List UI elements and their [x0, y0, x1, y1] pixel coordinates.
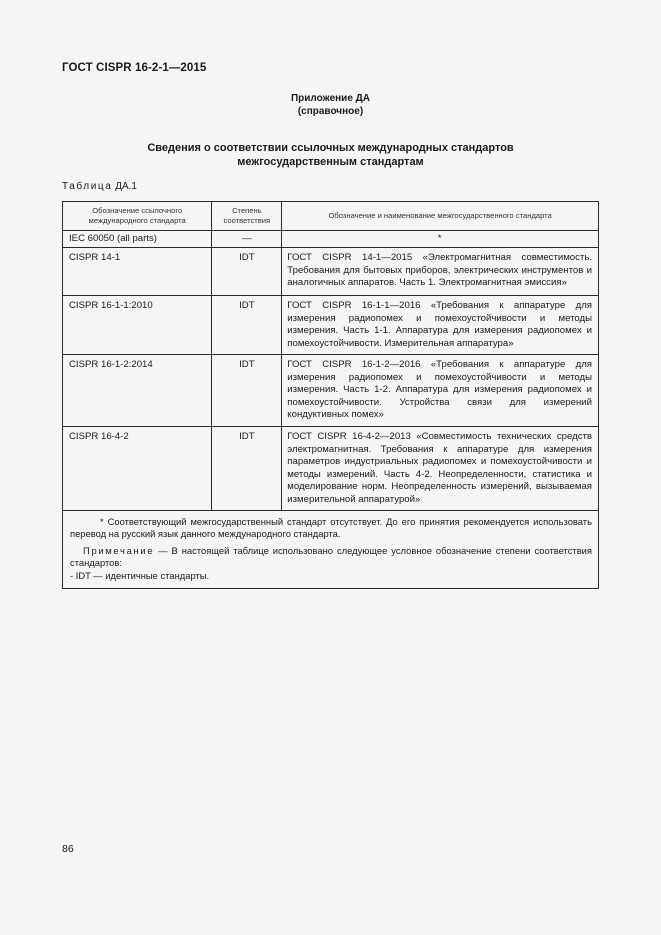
table-label-number: ДА.1 — [115, 181, 137, 192]
table-row — [63, 248, 599, 296]
table-notes — [63, 510, 599, 588]
cell-reference: CISPR 16-4-2 — [63, 427, 212, 511]
cell-description: ГОСТ CISPR 16-1-1—2016 «Требования к аппаратуре для измерения радиопомех и помехоустойчивости и методы измерения. Часть 1-1. Аппаратура для измерения радиопомех и помехоустойчивости. Измерительная аппаратура» — [282, 296, 599, 355]
cell-degree: IDT — [212, 355, 282, 427]
page-number: 86 — [62, 843, 74, 855]
cell-reference: IEC 60050 (all parts) — [63, 231, 212, 248]
table-label — [62, 181, 137, 192]
table-header-row — [63, 202, 599, 231]
section-title-line-2: межгосударственным стандартам — [237, 156, 424, 168]
table-label-prefix: Таблица — [62, 181, 113, 192]
cell-reference: CISPR 14-1 — [63, 248, 212, 296]
cell-degree: — — [212, 231, 282, 248]
cell-degree: IDT — [212, 248, 282, 296]
cell-degree: IDT — [212, 296, 282, 355]
table-row — [63, 296, 599, 355]
header-degree: Степень соответствия — [212, 202, 282, 231]
cell-description: ГОСТ CISPR 16-4-2—2013 «Совместимость технических средств электромагнитная. Требования к аппаратуре для измерения параметров индустриальных радиопомех и помехоустойчивости и методы измерений. Часть 4-2. Неопределенности, статистика и моделирование норм. Неопределенность измерений, вызываемая измерительной аппаратурой» — [282, 427, 599, 511]
note-text: — В настоящей таблице использовано следующее условное обозначение степени соответствия стандартов: — [70, 545, 592, 569]
table-row — [63, 427, 599, 511]
cell-description: ГОСТ CISPR 14-1—2015 «Электромагнитная совместимость. Требования для бытовых приборов, электрических инструментов и аналогичных аппаратов. Часть 1. Электромагнитная эмиссия» — [282, 248, 599, 296]
table-notes-row — [63, 510, 599, 588]
cell-degree: IDT — [212, 427, 282, 511]
section-title — [80, 141, 581, 169]
cell-reference: CISPR 16-1-1:2010 — [63, 296, 212, 355]
correspondence-table — [62, 201, 599, 589]
header-interstate-standard: Обозначение и наименование межгосударственного стандарта — [282, 202, 599, 231]
cell-description: ГОСТ CISPR 16-1-2—2016 «Требования к аппаратуре для измерения радиопомех и помехоустойчивости и методы измерения. Часть 1-2. Аппаратура для измерения радиопомех и помехоустойчивости. Устройства связи для измерений кондуктивных помех» — [282, 355, 599, 427]
note-label: Примечание — [83, 545, 155, 557]
footnote: * Соответствующий межгосударственный стандарт отсутствует. До его принятия рекомендуется использовать перевод на русский язык данного международного стандарта. — [70, 515, 592, 539]
document-code: ГОСТ CISPR 16-2-1—2015 — [62, 62, 207, 74]
table-row — [63, 355, 599, 427]
note-item: - IDT — идентичные стандарты. — [70, 569, 210, 581]
table-row — [63, 231, 599, 248]
annex-subtitle: (справочное) — [297, 106, 364, 117]
cell-reference: CISPR 16-1-2:2014 — [63, 355, 212, 427]
note — [70, 545, 592, 570]
header-reference-standard: Обозначение ссылочного международного стандарта — [63, 202, 212, 231]
annex-title: Приложение ДА — [290, 93, 371, 104]
cell-description: * — [282, 231, 599, 248]
section-title-line-1: Сведения о соответствии ссылочных международных стандартов — [147, 142, 514, 154]
